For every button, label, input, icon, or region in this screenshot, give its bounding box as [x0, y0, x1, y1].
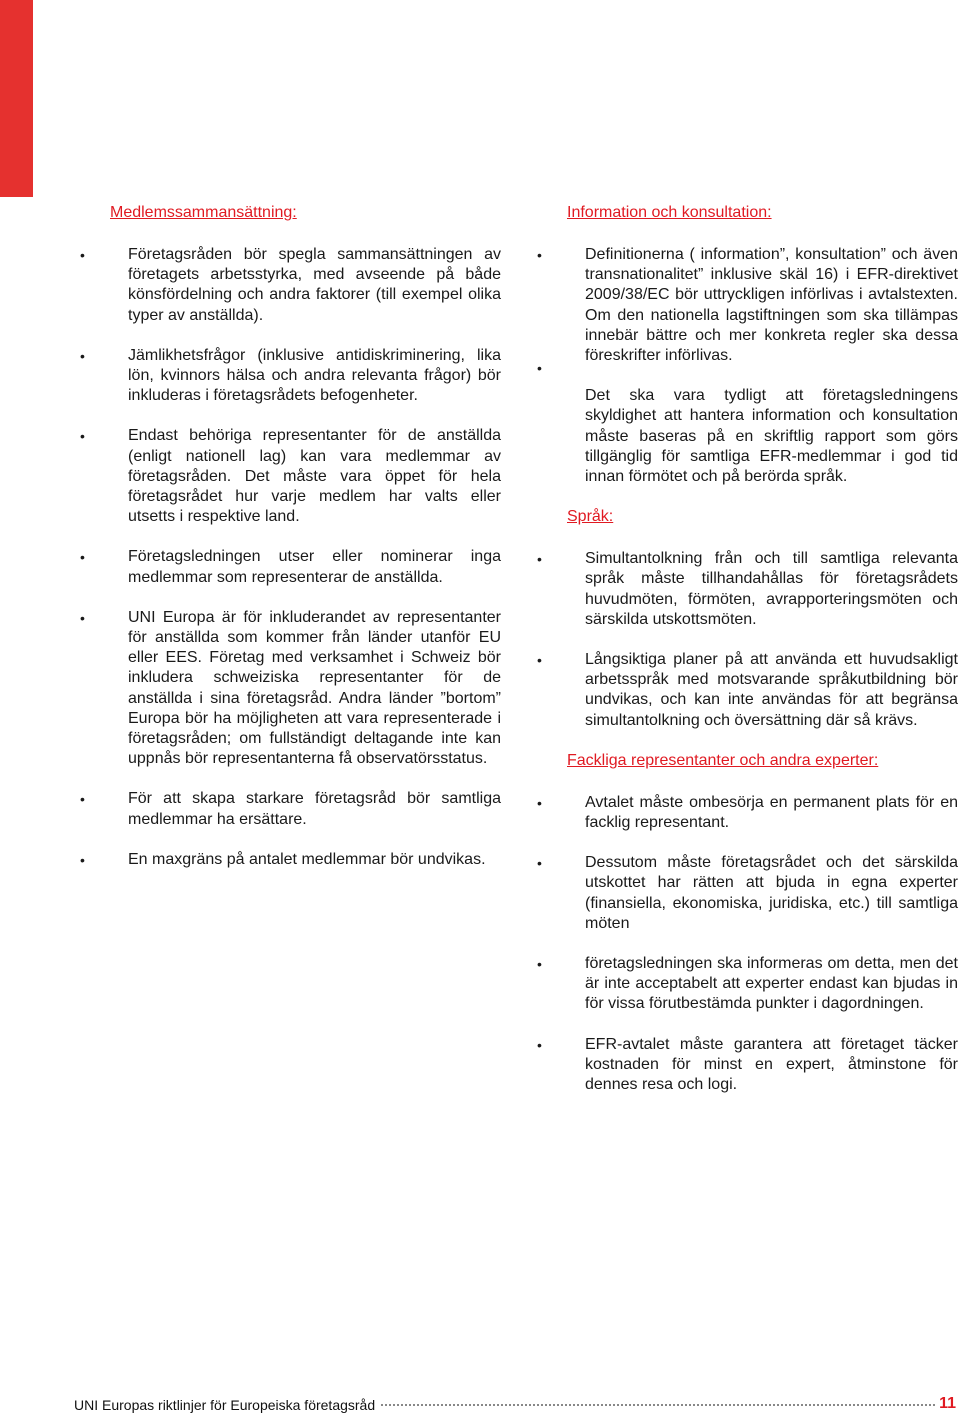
- list-item: • UNI Europa är för inkluderandet av representanter för anställda som kommer från länder utanför EU eller EES. Företag med verksamhet i Schweiz bör inkludera schweiziska representanter för de anställda i sina företagsråd. Andra länder ”bortom” Europa bör ha möjligheten att vara representerade i företagsråden; om fullständigt deltagande inte kan uppnås bör representanterna få observatörsstatus.: [80, 608, 501, 768]
- bullet-icon: •: [537, 794, 542, 811]
- bullet-icon: •: [537, 551, 542, 568]
- bullet-icon: •: [537, 956, 542, 973]
- bullet-icon: •: [80, 347, 85, 364]
- bullet-icon: •: [537, 1036, 542, 1053]
- list-item: • Definitionerna ( information”, konsultation” och även transnationalitet” inklusive skäl 16) i EFR-direktivet 2009/38/EC bör uttryckligen införlivas i avtalstexten. Om den nationella lagstiftningen som ska tillämpas innebär bättre och mer konkreta regler ska dessa föreskrifter införlivas.: [537, 246, 958, 365]
- list-item: • Endast behöriga representanter för de anställda (enligt nationell lag) kan vara medlemmar av företagsråden. Det måste vara öppet för hela företagsrådet hur varje medlem har valts eller utsetts i respektive land.: [80, 427, 501, 526]
- footer-dotted-rule: [376, 1404, 935, 1406]
- left-column: [80, 203, 501, 890]
- page-number: 11: [939, 1395, 956, 1412]
- heading-experts: Fackliga representanter och andra experter:: [567, 751, 879, 769]
- list-item: • Företagsråden bör spegla sammansättningen av företagets arbetsstyrka, med avseende på både könsfördelning och andra faktorer (till exempel olika typer av anställda).: [80, 246, 501, 324]
- heading-information: Information och konsultation:: [567, 204, 772, 221]
- bullet-icon: •: [80, 247, 85, 263]
- bullet-icon: •: [537, 855, 542, 872]
- membership-list: [80, 245, 501, 870]
- list-item: • Simultantolkning från och till samtliga relevanta språk måste tillhandahållas för företagsrådets huvudmöten, förmöten, avrapporteringsmöten och särskilda utskottsmöten.: [537, 550, 958, 628]
- bullet-icon: •: [80, 851, 85, 868]
- bullet-icon: •: [80, 791, 85, 808]
- bullet-icon: •: [80, 609, 85, 626]
- heading-membership: Medlemssammansättning:: [110, 204, 297, 221]
- bullet-icon: •: [537, 247, 542, 263]
- list-item: • En maxgräns på antalet medlemmar bör undvikas.: [80, 850, 501, 870]
- footer-title: UNI Europas riktlinjer för Europeiska företagsråd: [74, 1397, 379, 1413]
- list-item: • Företagsledningen utser eller nominerar inga medlemmar som representerar de anställda.: [80, 548, 501, 586]
- list-item: • Avtalet måste ombesörja en permanent plats för en facklig representant.: [537, 793, 958, 832]
- bullet-icon: •: [80, 549, 85, 566]
- list-item: Det ska vara tydligt att företagsledningens skyldighet att hantera information och konsultation måste baseras på en skriftlig rapport som görs tillgänglig för samtliga EFR-medlemmar i god tid innan förmötet och på berörda språk.: [585, 387, 958, 486]
- language-list: [537, 549, 958, 731]
- list-item: • EFR-avtalet måste garantera att företaget täcker kostnaden för minst en expert, åtminstone för dennes resa och logi.: [537, 1035, 958, 1094]
- list-item: • Dessutom måste företagsrådet och det särskilda utskottet har rätten att bjuda in egna experter (finansiella, ekonomiska, juridiska, etc.) till samtliga möten: [537, 854, 958, 932]
- empty-bullet-row: [537, 360, 958, 386]
- list-item: • företagsledningen ska informeras om detta, men det är inte acceptabelt att experter endast kan bjudas in för vissa förutbestämda punkter i dagordningen.: [537, 955, 958, 1013]
- red-edge-tab: [0, 0, 33, 197]
- right-column: [537, 203, 958, 1115]
- bullet-icon: •: [537, 652, 542, 669]
- bullet-icon: •: [537, 360, 542, 377]
- list-item: • För att skapa starkare företagsråd bör samtliga medlemmar ha ersättare.: [80, 790, 501, 828]
- information-list: [537, 245, 958, 366]
- list-item: • Långsiktiga planer på att använda ett huvudsakligt arbetsspråk med motsvarande språkutbildning bör undvikas, och kan inte användas för att begränsa simultantolkning och översättning där så krävs.: [537, 651, 958, 729]
- list-item: • Jämlikhetsfrågor (inklusive antidiskriminering, lika lön, kvinnors hälsa och andra relevanta frågor) bör inkluderas i företagsrådets befogenheter.: [80, 346, 501, 405]
- bullet-icon: •: [80, 428, 85, 445]
- heading-language: Språk:: [567, 508, 614, 526]
- experts-list: [537, 793, 958, 1095]
